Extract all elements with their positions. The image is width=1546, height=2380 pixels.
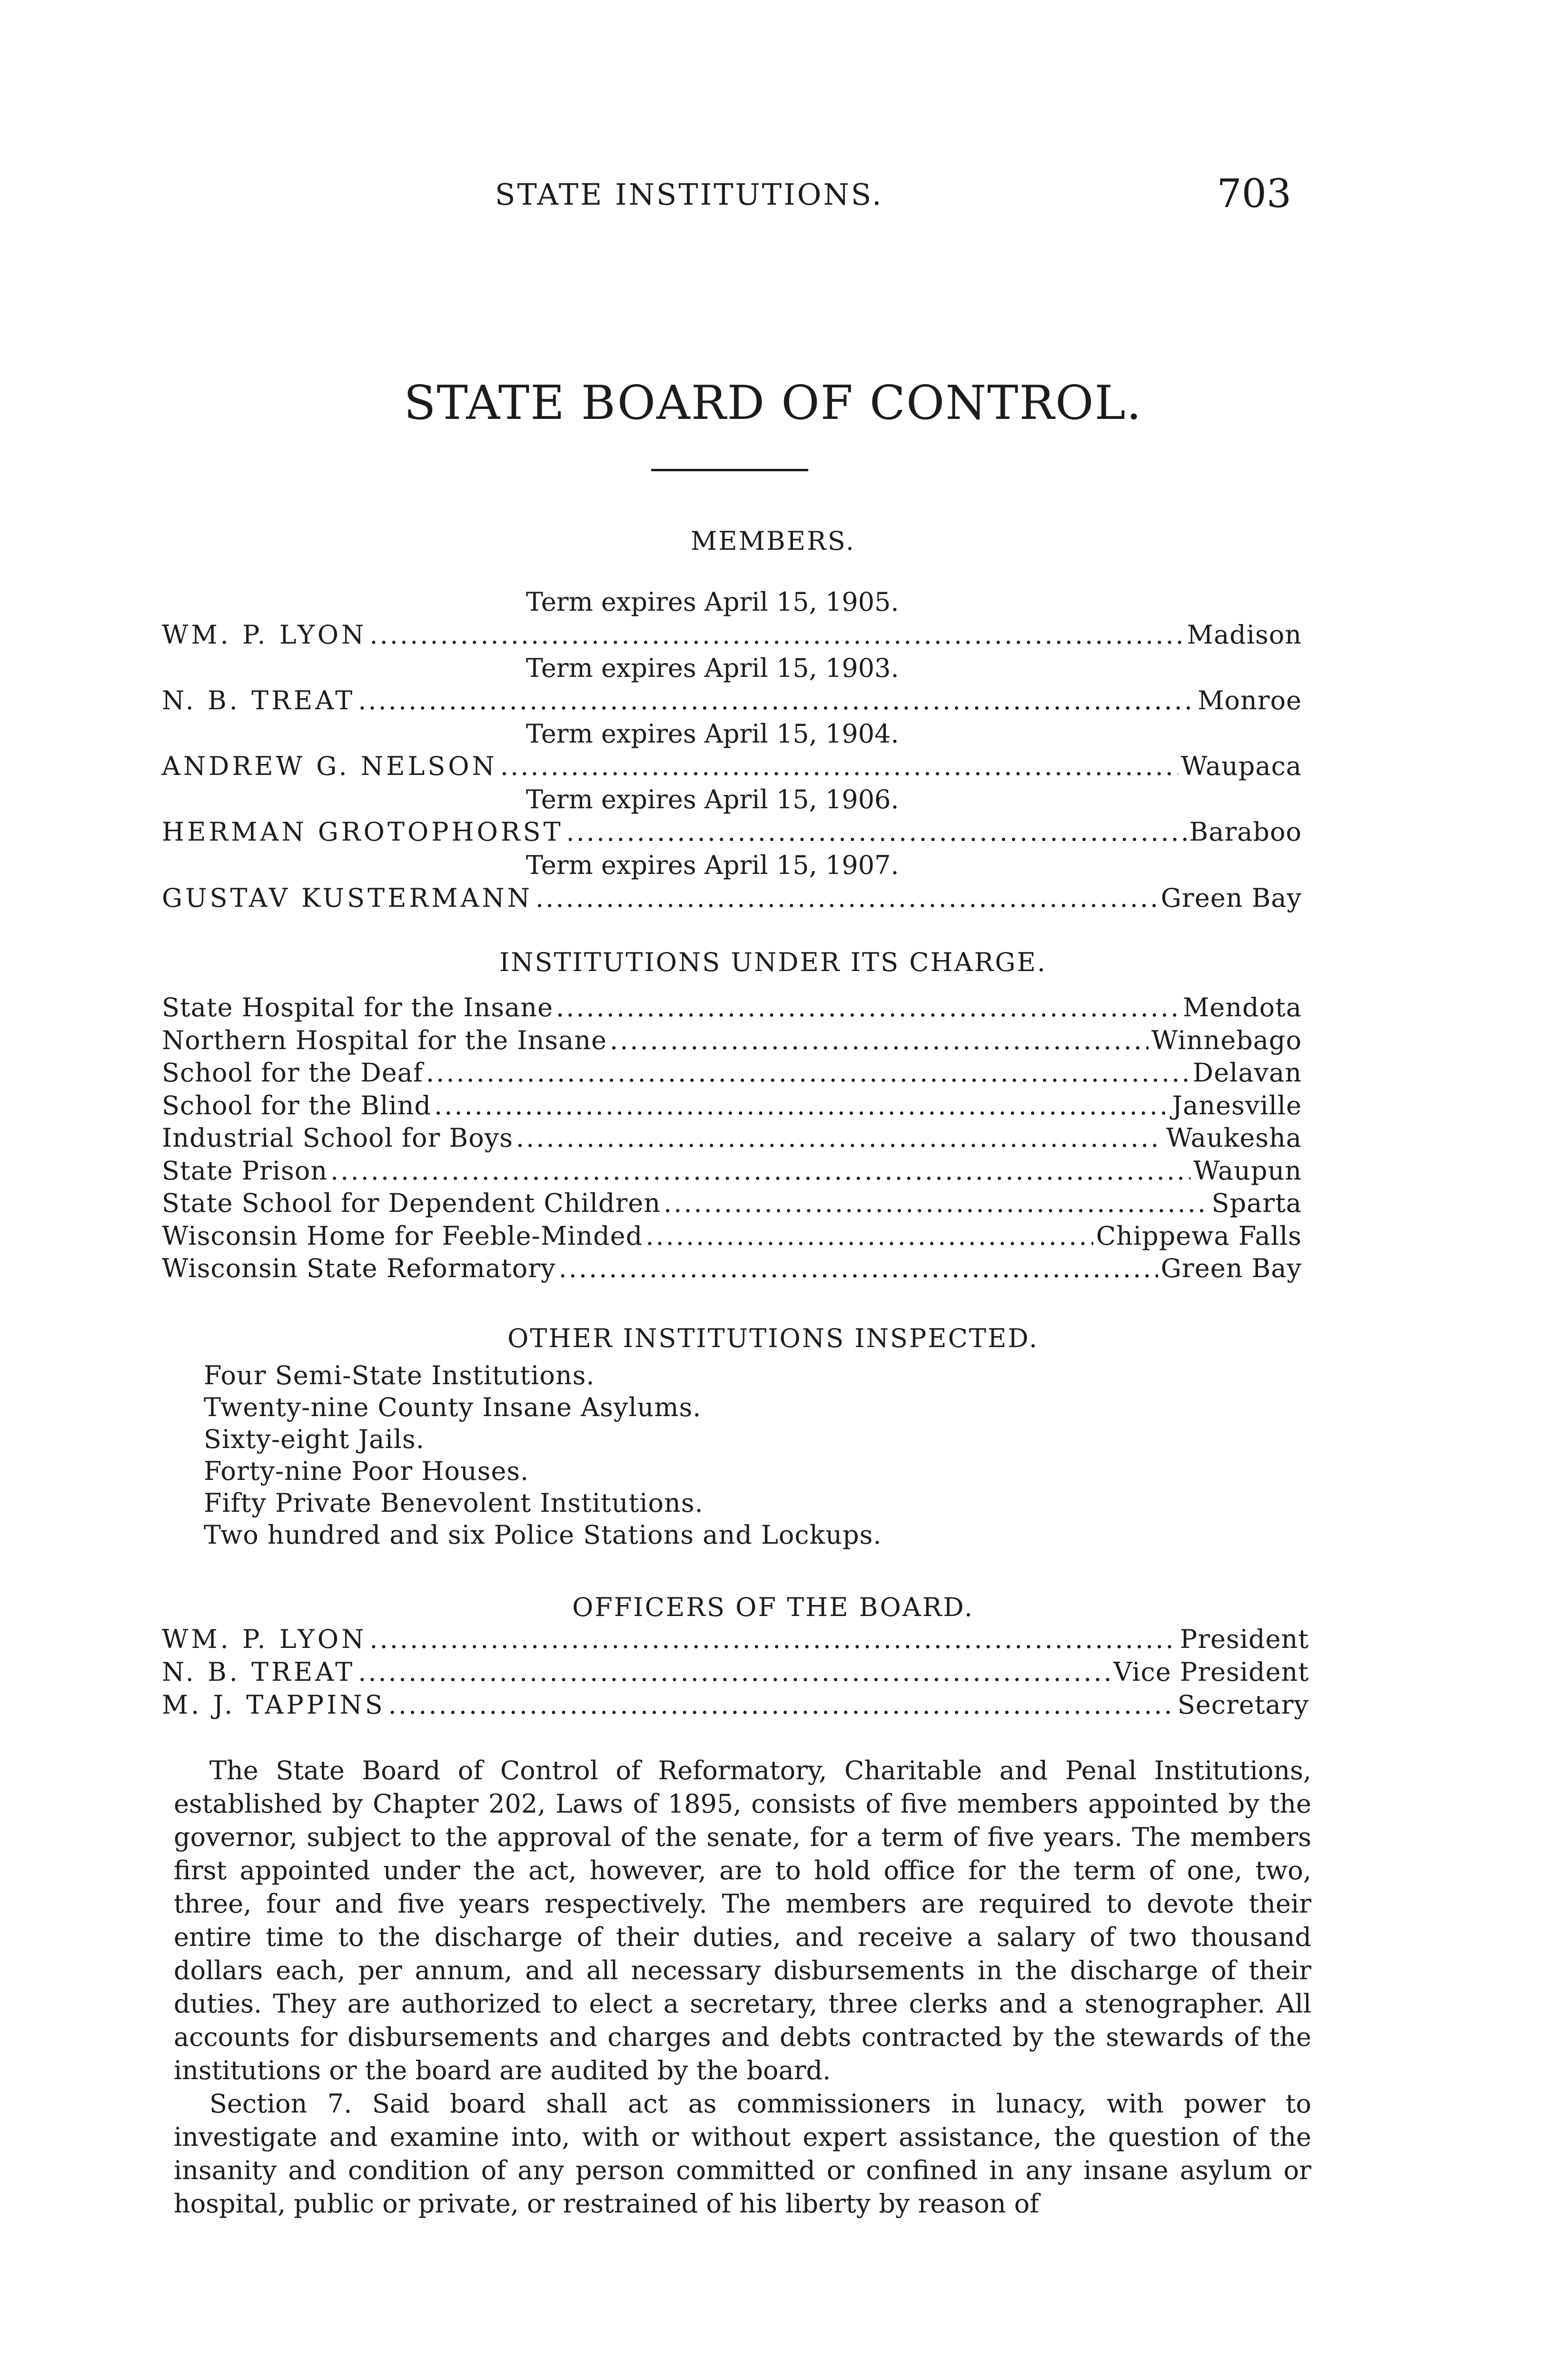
institution-name: Northern Hospital for the Insane <box>162 1025 607 1055</box>
leader-dots <box>556 992 1180 1022</box>
member-name: ANDREW G. NELSON <box>162 751 497 781</box>
member-name: GUSTAV KUSTERMANN <box>162 883 533 913</box>
leader-dots <box>610 1025 1149 1055</box>
institution-entry <box>162 1221 1302 1251</box>
officer-role: Secretary <box>1177 1690 1309 1720</box>
leader-dots <box>645 1221 1093 1251</box>
member-entry <box>162 685 1302 715</box>
member-name: HERMAN GROTOPHORST <box>162 817 564 847</box>
institution-entry <box>162 1123 1302 1153</box>
paragraph-board-description: The State Board of Control of Reformatory, Charitable and Penal Institutions, established by Chapter 202, Laws of 1895, consists of five members appointed by the governor, subject to the approval of the senate, for a term of five years. The members first appointed under the act, however, are to hold office for the term of one, two, three, four and five years respectively. The members are required to devote their entire time to the discharge of their duties, and receive a salary of two thousand dollars each, per annum, and all necessary disbursements in the discharge of their duties. They are authorized to elect a secretary, three clerks and a stenographer. All accounts for disbursements and charges and debts contracted by the stewards of the institutions or the board are audited by the board. <box>174 1755 1311 2085</box>
leader-dots <box>358 1657 1110 1687</box>
inspected-item: Sixty-eight Jails. <box>204 1424 425 1454</box>
officer-name: WM. P. LYON <box>162 1624 367 1654</box>
institution-name: State Prison <box>162 1156 328 1186</box>
inspected-item: Fifty Private Benevolent Institutions. <box>204 1488 704 1518</box>
institution-entry <box>162 1253 1302 1283</box>
page-number: 703 <box>1217 171 1291 217</box>
institution-place: Waukesha <box>1166 1123 1302 1153</box>
officers-heading: OFFICERS OF THE BOARD. <box>572 1592 974 1622</box>
institution-entry <box>162 1188 1302 1218</box>
inspected-item: Four Semi-State Institutions. <box>204 1360 595 1390</box>
institution-place: Janesville <box>1172 1091 1302 1121</box>
officer-name: N. B. TREAT <box>162 1657 356 1687</box>
member-place: Monroe <box>1198 685 1302 715</box>
institution-name: Wisconsin State Reformatory <box>162 1253 556 1283</box>
running-head <box>0 171 1546 217</box>
officer-role: Vice President <box>1113 1657 1309 1687</box>
leader-dots <box>369 620 1184 650</box>
member-place: Waupaca <box>1181 751 1302 781</box>
institution-name: School for the Deaf <box>162 1058 423 1088</box>
institutions-heading: INSTITUTIONS UNDER ITS CHARGE. <box>499 947 1047 977</box>
leader-dots <box>369 1624 1177 1654</box>
inspected-item: Two hundred and six Police Stations and Lockups. <box>204 1520 882 1550</box>
institution-name: State School for Dependent Children <box>162 1188 661 1218</box>
member-name: WM. P. LYON <box>162 620 367 650</box>
leader-dots <box>330 1156 1190 1186</box>
member-term: Term expires April 15, 1903. <box>526 653 899 683</box>
member-name: N. B. TREAT <box>162 685 356 715</box>
member-term: Term expires April 15, 1907. <box>526 850 899 880</box>
institution-entry <box>162 1025 1302 1055</box>
member-entry <box>162 817 1302 847</box>
running-head-title: STATE INSTITUTIONS. <box>495 177 883 212</box>
officer-entry <box>162 1690 1309 1720</box>
member-term: Term expires April 15, 1906. <box>526 784 899 814</box>
institution-place: Mendota <box>1183 992 1302 1022</box>
leader-dots <box>535 883 1158 913</box>
institution-entry <box>162 1091 1302 1121</box>
institution-place: Chippewa Falls <box>1096 1221 1302 1251</box>
officer-name: M. J. TAPPINS <box>162 1690 386 1720</box>
member-place: Baraboo <box>1189 817 1302 847</box>
institution-place: Waupun <box>1193 1156 1302 1186</box>
leader-dots <box>559 1253 1158 1283</box>
leader-dots <box>358 685 1195 715</box>
institution-place: Delavan <box>1192 1058 1302 1088</box>
member-term: Term expires April 15, 1904. <box>526 719 899 749</box>
officer-entry <box>162 1657 1309 1687</box>
institution-entry <box>162 1156 1302 1186</box>
institution-name: State Hospital for the Insane <box>162 992 554 1022</box>
institution-place: Winnebago <box>1151 1025 1302 1055</box>
institution-name: School for the Blind <box>162 1091 432 1121</box>
title-rule <box>651 469 808 471</box>
paragraph-section-7: Section 7. Said board shall act as commissioners in lunacy, with power to investigate and examine into, with or without expert assistance, the question of the insanity and condition of any person committed or confined in any insane asylum or hospital, public or private, or restrained of his liberty by reason of <box>174 2089 1311 2219</box>
members-heading: MEMBERS. <box>691 526 855 556</box>
leader-dots <box>566 817 1187 847</box>
other-inspected-heading: OTHER INSTITUTIONS INSPECTED. <box>507 1323 1039 1353</box>
leader-dots <box>426 1058 1190 1088</box>
member-place: Green Bay <box>1160 883 1302 913</box>
institution-place: Sparta <box>1211 1188 1302 1218</box>
institution-entry <box>162 1058 1302 1088</box>
member-place: Madison <box>1187 620 1302 650</box>
leader-dots <box>388 1690 1175 1720</box>
institution-entry <box>162 992 1302 1022</box>
inspected-item: Twenty-nine County Insane Asylums. <box>204 1392 702 1422</box>
officer-role: President <box>1179 1624 1309 1654</box>
institution-name: Wisconsin Home for Feeble-Minded <box>162 1221 643 1251</box>
member-entry <box>162 620 1302 650</box>
body-text <box>174 1754 1311 2221</box>
institution-name: Industrial School for Boys <box>162 1123 513 1153</box>
member-entry <box>162 751 1302 781</box>
page-title: STATE BOARD OF CONTROL. <box>404 376 1142 430</box>
officer-entry <box>162 1624 1309 1654</box>
institution-place: Green Bay <box>1160 1253 1302 1283</box>
leader-dots <box>664 1188 1209 1218</box>
member-entry <box>162 883 1302 913</box>
member-term: Term expires April 15, 1905. <box>526 587 899 617</box>
leader-dots <box>500 751 1178 781</box>
inspected-item: Forty-nine Poor Houses. <box>204 1456 529 1486</box>
leader-dots <box>434 1091 1169 1121</box>
leader-dots <box>516 1123 1163 1153</box>
